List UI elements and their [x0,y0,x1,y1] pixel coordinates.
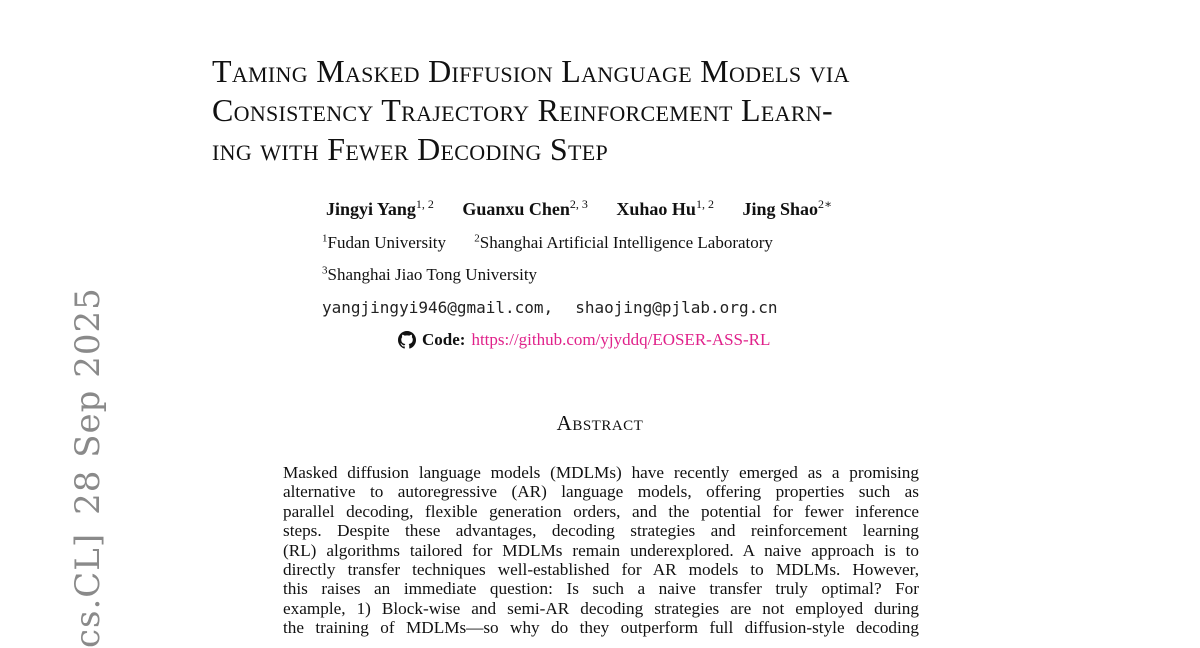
email-list [322,298,777,317]
author-list [326,199,856,220]
author-1 [326,199,434,219]
affiliation-3 [322,265,537,284]
affiliations-row-1 [322,233,797,253]
paper-title [212,52,1032,169]
code-repo-link[interactable]: https://github.com/yjyddq/EOSER-ASS-RL [471,330,771,349]
abstract-line: parallel decoding, flexible generation orders, and the potential for fewer inference [283,501,919,521]
abstract-line: this raises an immediate question: Is such a naive transfer truly optimal? For [283,579,919,599]
abstract-line: steps. Despite these advantages, decoding strategies and reinforcement learning [283,521,919,541]
author-name: Xuhao Hu [616,199,696,219]
abstract-heading: Abstract [556,411,644,435]
abstract-body [283,463,919,638]
affiliation-number: 2 [474,232,480,245]
affiliation-number: 3 [322,264,328,277]
code-line [398,330,770,350]
affiliations-row-2 [322,265,537,285]
arxiv-stamp [68,269,108,648]
title-line-2: Consistency Trajectory Reinforcement Learn- [212,92,833,128]
author-affil-mark: 1, 2 [695,197,714,211]
author-affil-mark: 2, 3 [569,197,588,211]
abstract-line: Masked diffusion language models (MDLMs) have recently emerged as a promising [283,463,919,482]
author-affil-mark: 2∗ [818,197,833,211]
affiliation-name: Shanghai Artificial Intelligence Laboratory [479,233,773,252]
abstract-line: (RL) algorithms tailored for MDLMs remain underexplored. A naive approach is to [283,540,919,560]
email-2: shaojing@pjlab.org.cn [575,298,778,317]
author-name: Guanxu Chen [462,199,570,219]
code-label: Code: [422,330,466,349]
author-affil-mark: 1, 2 [415,197,434,211]
title-line-1: Taming Masked Diffusion Language Models via [212,53,850,89]
author-name: Jingyi Yang [326,199,416,219]
affiliation-number: 1 [322,232,328,245]
abstract-line: alternative to autoregressive (AR) language models, offering properties such as [283,482,919,502]
author-name: Jing Shao [742,199,818,219]
author-4 [742,199,832,219]
arxiv-date: 28 Sep 2025 [68,287,108,515]
abstract-line: directly transfer techniques well-established for AR models to MDLMs. However, [283,560,919,580]
github-icon [398,331,416,349]
abstract-line: example, 1) Block-wise and semi-AR decoding strategies are not employed during [283,598,919,618]
affiliation-2 [474,233,773,252]
affiliation-name: Shanghai Jiao Tong University [327,265,538,284]
abstract-line: the training of MDLMs—so why do they outperform full diffusion-style decoding [283,618,919,638]
affiliation-name: Fudan University [327,233,447,252]
title-line-3: ing with Fewer Decoding Step [212,131,609,167]
author-2 [462,199,588,219]
arxiv-category: cs.CL] [68,532,108,648]
author-3 [616,199,714,219]
affiliation-1 [322,233,446,252]
email-1: yangjingyi946@gmail.com, [322,298,554,317]
